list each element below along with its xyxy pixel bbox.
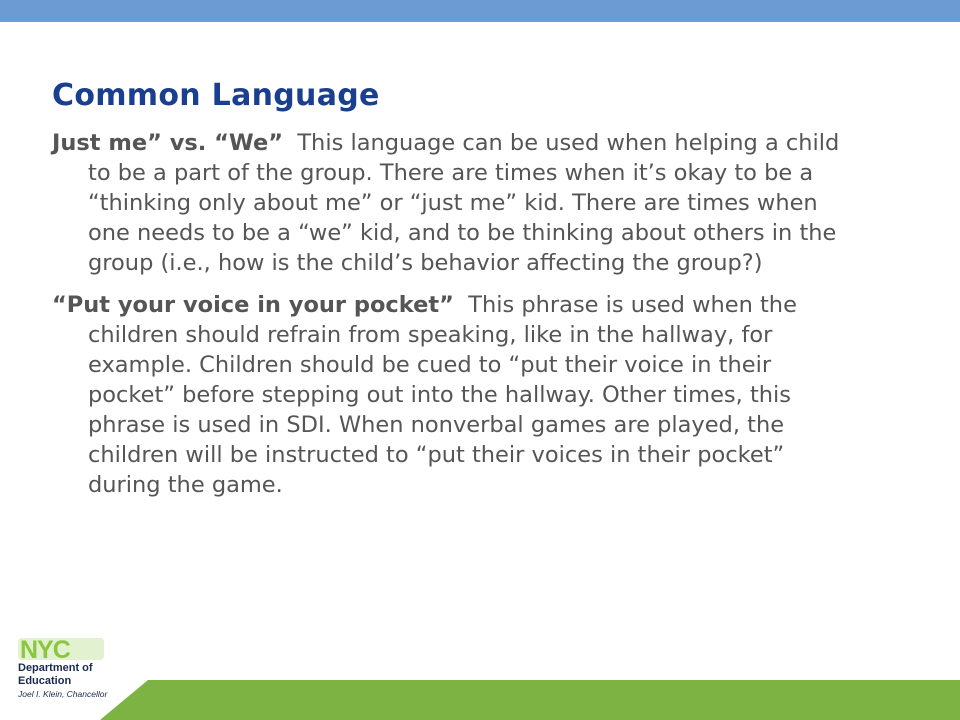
top-accent-bar: [0, 0, 960, 22]
slide-body: [52, 128, 852, 500]
bottom-accent-bar: [100, 680, 960, 720]
logo-line-education: Education: [18, 675, 72, 687]
nyc-doe-logo: [16, 636, 116, 716]
phrase-just-me-vs-we: Just me” vs. “We”: [52, 130, 283, 156]
slide-title: Common Language: [52, 78, 380, 113]
paragraph-just-me-vs-we: [52, 128, 852, 278]
logo-line-chancellor: Joel I. Klein, Chancellor: [18, 689, 108, 699]
paragraph-text: This language can be used when helping a child to be a part of the group. There are times when it’s okay to be a “thinking only about me” or “just me” kid. There are times when one needs to be a “we” kid, and to be thinking about others in the group (i.e., how is the child’s behavior affecting the group?): [88, 130, 840, 276]
paragraph-text: This phrase is used when the children should refrain from speaking, like in the hallway, for example. Children should be cued to “put their voice in their pocket” before stepping out into the hallway. Other times, this phrase is used in SDI. When nonverbal games are played, the children will be instructed to “put their voices in their pocket” during the game.: [88, 292, 797, 498]
paragraph-voice-in-pocket: [52, 290, 852, 500]
nyc-logo-icon: [16, 636, 112, 662]
logo-line-department: Department of: [18, 662, 93, 674]
logo-nyc-text: NYC: [20, 636, 70, 662]
phrase-voice-in-pocket: “Put your voice in your pocket”: [52, 292, 454, 318]
